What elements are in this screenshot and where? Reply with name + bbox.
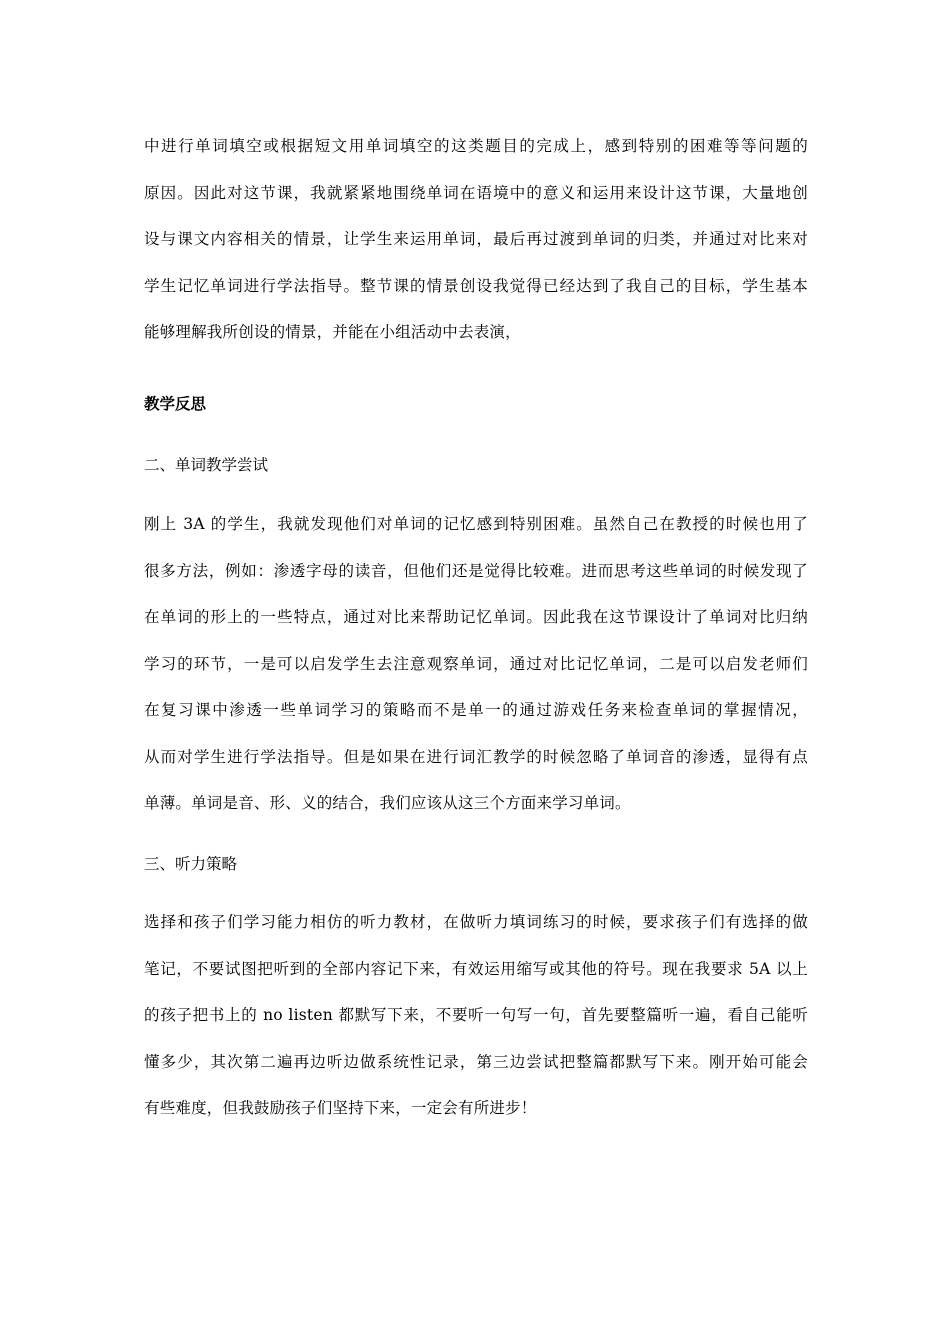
text-line: 原因。因此对这节课，我就紧紧地围绕单词在语境中的意义和运用来设计这节课，大量地创: [144, 183, 808, 202]
section-title-listening: 三、听力策略: [144, 855, 238, 873]
section-heading: 教学反思: [144, 394, 207, 413]
text-line: 在复习课中渗透一些单词学习的策略而不是单一的通过游戏任务来检查单词的掌握情况，: [144, 701, 808, 719]
text-line: 设与课文内容相关的情景，让学生来运用单词，最后再过渡到单词的归类，并通过对比来对: [144, 230, 808, 248]
section-title-vocabulary: 二、单词教学尝试: [144, 456, 269, 474]
paragraph-vocabulary: [144, 501, 808, 827]
paragraph-listening: [144, 899, 808, 1132]
text-line: 从而对学生进行学法指导。但是如果在进行词汇教学的时候忽略了单词音的渗透，显得有点: [144, 747, 808, 766]
text-line: 单薄。单词是音、形、义的结合，我们应该从这三个方面来学习单词。: [144, 794, 631, 812]
text-line: 的孩子把书上的 no listen 都默写下来，不要听一句写一句，首先要整篇听一遍，看自己能听: [144, 1006, 808, 1024]
text-line: 懂多少，其次第二遍再边听边做系统性记录，第三边尝试把整篇都默写下来。刚开始可能会: [144, 1052, 808, 1071]
text-line: 选择和孩子们学习能力相仿的听力教材，在做听力填词练习的时候，要求孩子们有选择的做: [144, 913, 808, 931]
text-line: 中进行单词填空或根据短文用单词填空的这类题目的完成上，感到特别的困难等等问题的: [144, 137, 808, 155]
paragraph-intro: [144, 123, 808, 356]
text-line: 在单词的形上的一些特点，通过对比来帮助记忆单词。因此我在这节课设计了单词对比归纳: [144, 608, 808, 626]
text-line: 刚上 3A 的学生，我就发现他们对单词的记忆感到特别困难。虽然自己在教授的时候也用了: [144, 515, 808, 533]
text-line: 很多方法，例如：渗透字母的读音，但他们还是觉得比较难。进而思考这些单词的时候发现了: [144, 561, 808, 580]
text-line: 学生记忆单词进行学法指导。整节课的情景创设我觉得已经达到了我自己的目标，学生基本: [144, 276, 808, 295]
text-line: 能够理解我所创设的情景，并能在小组活动中去表演，: [144, 323, 521, 341]
text-line: 有些难度，但我鼓励孩子们坚持下来，一定会有所进步！: [144, 1099, 537, 1117]
text-line: 学习的环节，一是可以启发学生去注意观察单词，通过对比记忆单词，二是可以启发老师们: [144, 654, 808, 673]
text-line: 笔记，不要试图把听到的全部内容记下来，有效运用缩写或其他的符号。现在我要求 5A 以上: [144, 959, 808, 978]
